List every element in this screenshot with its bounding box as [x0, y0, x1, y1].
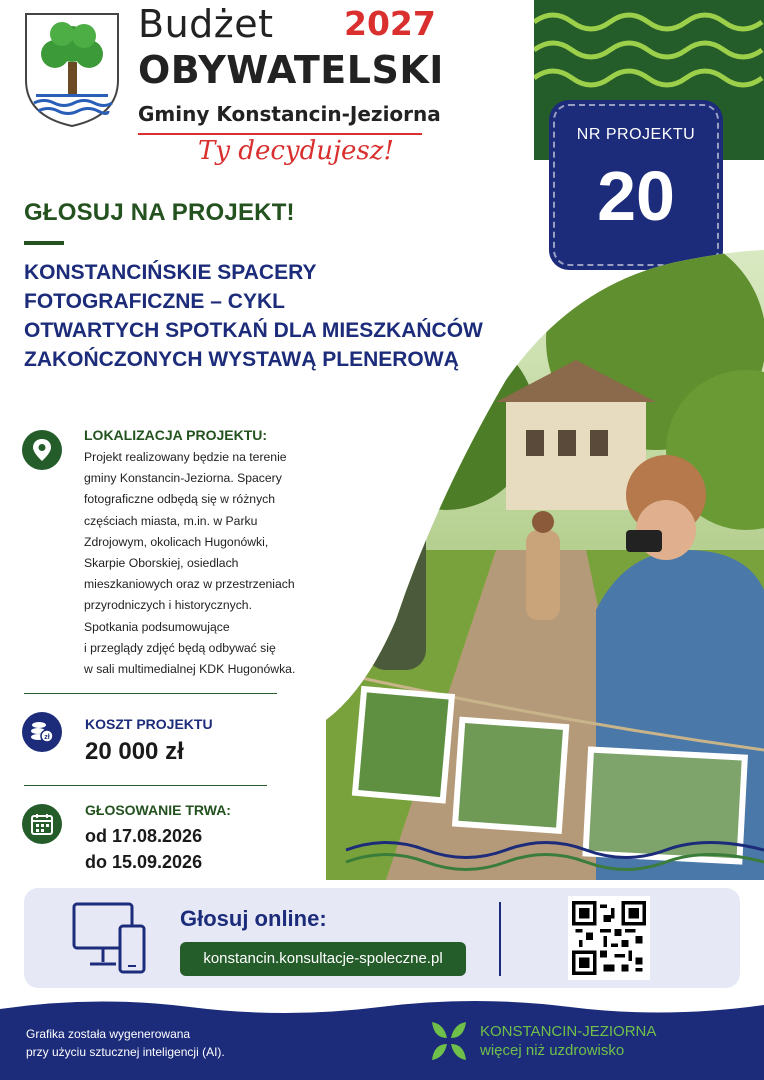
project-number-card	[553, 104, 719, 266]
brand-name: KONSTANCIN-JEZIORNA	[480, 1023, 657, 1040]
location-line: częściach miasta, m.in. w Parku	[84, 513, 258, 528]
ai-disclaimer	[26, 1025, 286, 1061]
map-pin-icon	[22, 430, 62, 470]
location-line: mieszkaniowych oraz w przestrzeniach	[84, 577, 295, 592]
location-line: Spotkania podsumowujące	[84, 619, 230, 634]
calendar-icon	[22, 804, 62, 844]
section-divider	[24, 785, 267, 786]
slogan: Ty decydujesz!	[198, 136, 394, 166]
project-title-line: OTWARTYCH SPOTKAŃ DLA MIESZKAŃCÓW	[24, 319, 483, 342]
voting-heading: GŁOSOWANIE TRWA:	[85, 802, 231, 818]
online-voting-title: Głosuj online:	[180, 906, 327, 931]
heading-underline	[24, 241, 64, 245]
brand-tagline: więcej niż uzdrowisko	[480, 1042, 625, 1059]
brand-underline	[138, 133, 422, 135]
project-title-line: ZAKOŃCZONYCH WYSTAWĄ PLENEROWĄ	[24, 348, 459, 371]
cost-heading: KOSZT PROJEKTU	[85, 716, 213, 732]
project-title-line: FOTOGRAFICZNE – CYKL	[24, 290, 285, 313]
online-voting-panel	[24, 888, 740, 988]
municipal-crest-logo	[22, 10, 122, 128]
location-line: Zdrojowym, okolicach Hugonówki,	[84, 534, 269, 549]
location-line: i przeglądy zdjęć będą odbywać się	[84, 640, 276, 655]
brand-year: 2027	[344, 4, 436, 43]
ai-disclaimer-line: przy użyciu sztucznej inteligencji (AI).	[26, 1045, 225, 1059]
location-line: Projekt realizowany będzie na terenie	[84, 450, 287, 464]
project-number-value: 20	[597, 157, 675, 235]
computer-phone-icon	[72, 902, 148, 976]
vote-heading: GŁOSUJ NA PROJEKT!	[24, 199, 295, 226]
location-line: Skarpie Oborskiej, osiedlach	[84, 556, 239, 571]
location-line: w sali multimedialnej KDK Hugonówka.	[84, 662, 296, 677]
panel-divider	[499, 902, 501, 976]
project-number-label: NR PROJEKTU	[576, 126, 696, 143]
qr-code-icon[interactable]	[568, 896, 650, 980]
ai-disclaimer-line: Grafika została wygenerowana	[26, 1027, 191, 1041]
project-title-line: KONSTANCIŃSKIE SPACERY	[24, 261, 317, 284]
voting-start-date: od 17.08.2026	[85, 826, 203, 846]
svg-text:zł: zł	[44, 734, 50, 741]
location-line: gminy Konstancin-Jeziorna. Spacery	[84, 471, 282, 486]
voting-end-date: do 15.09.2026	[85, 852, 203, 872]
location-description	[84, 447, 344, 680]
voting-url-link[interactable]: konstancin.konsultacje-spoleczne.pl	[180, 942, 466, 976]
coins-icon	[22, 712, 62, 752]
section-divider	[24, 693, 277, 694]
location-heading: LOKALIZACJA PROJEKTU:	[84, 427, 268, 443]
location-line: fotograficzne odbędą się w różnych	[84, 492, 276, 507]
konstancin-brand	[480, 1022, 656, 1060]
brand-title-line1: Budżet	[138, 2, 274, 46]
photo-walk-illustration	[326, 250, 764, 880]
brand-title-line2: OBYWATELSKI	[138, 48, 444, 92]
location-line: przyrodniczych i historycznych.	[84, 598, 252, 613]
konstancin-leaf-logo	[430, 1020, 468, 1062]
cost-value: 20 000 zł	[85, 738, 184, 765]
brand-title-line3: Gminy Konstancin-Jeziorna	[138, 102, 441, 126]
